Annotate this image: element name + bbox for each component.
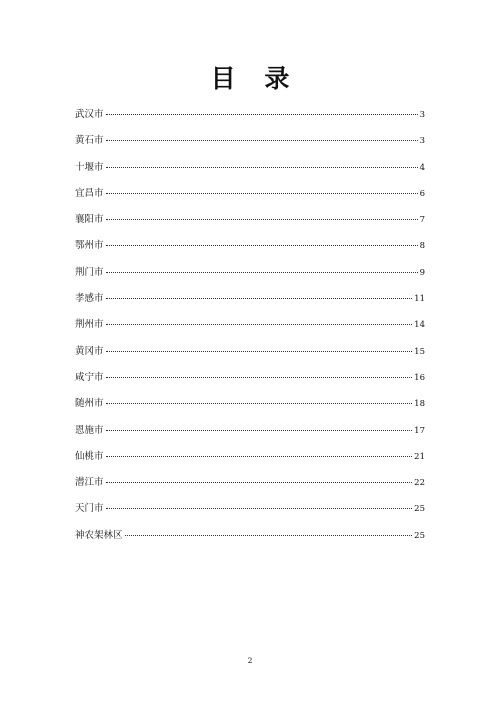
toc-entry-page: 25 — [414, 504, 425, 515]
toc-entry-label: 荆州市 — [75, 319, 104, 331]
toc-entry-label: 鄂州市 — [75, 240, 104, 252]
toc-entry-label: 神农架林区 — [75, 529, 123, 541]
dot-leader — [106, 272, 418, 273]
toc-entry-page: 18 — [414, 399, 425, 410]
dot-leader — [106, 430, 413, 431]
toc-entry-label: 荆门市 — [75, 266, 104, 278]
toc-entry-page: 15 — [414, 346, 425, 357]
toc-entry-page: 8 — [419, 241, 425, 252]
toc-entry-label: 襄阳市 — [75, 214, 104, 226]
dot-leader — [106, 324, 413, 325]
toc-entry-label: 黄石市 — [75, 135, 104, 147]
toc-entry[interactable] — [75, 316, 425, 342]
dot-leader — [106, 298, 413, 299]
toc-entry[interactable] — [75, 290, 425, 316]
toc-entry[interactable] — [75, 474, 425, 500]
toc-entry-page: 4 — [419, 162, 425, 173]
toc-entry[interactable] — [75, 106, 425, 132]
toc-entry-page: 16 — [414, 372, 425, 383]
toc-entry-label: 恩施市 — [75, 424, 104, 436]
toc-entry-page: 3 — [419, 110, 425, 120]
toc-entry-label: 宜昌市 — [75, 187, 104, 199]
toc-entry-label: 孝感市 — [75, 293, 104, 305]
toc-entry[interactable] — [75, 211, 425, 237]
toc-entry-page: 6 — [419, 188, 425, 199]
dot-leader — [106, 114, 418, 115]
dot-leader — [106, 167, 418, 168]
toc-entry-page: 17 — [414, 425, 425, 436]
dot-leader — [106, 456, 413, 457]
toc-entry[interactable] — [75, 132, 425, 158]
dot-leader — [106, 377, 413, 378]
dot-leader — [125, 535, 413, 536]
toc-entry-label: 仙桃市 — [75, 450, 104, 462]
dot-leader — [106, 482, 413, 483]
toc-entry[interactable] — [75, 422, 425, 448]
table-of-contents — [75, 106, 425, 553]
dot-leader — [106, 351, 413, 352]
toc-entry[interactable] — [75, 500, 425, 526]
page-number: 2 — [247, 656, 253, 665]
toc-entry-page: 22 — [414, 478, 425, 489]
dot-leader — [106, 140, 418, 141]
toc-entry-label: 咸宁市 — [75, 371, 104, 383]
dot-leader — [106, 245, 418, 246]
toc-entry[interactable] — [75, 237, 425, 263]
toc-entry-page: 25 — [414, 530, 425, 541]
dot-leader — [106, 403, 413, 404]
toc-entry-label: 潜江市 — [75, 477, 104, 489]
toc-entry-page: 11 — [414, 294, 425, 305]
toc-entry-page: 9 — [419, 267, 425, 278]
toc-entry[interactable] — [75, 159, 425, 185]
dot-leader — [106, 508, 413, 509]
dot-leader — [106, 193, 418, 194]
toc-entry[interactable] — [75, 369, 425, 395]
toc-entry[interactable] — [75, 185, 425, 211]
toc-entry[interactable] — [75, 527, 425, 553]
toc-entry-label: 天门市 — [75, 503, 104, 515]
page-title: 目 录 — [210, 64, 300, 93]
toc-entry-page: 14 — [414, 320, 425, 331]
toc-entry-label: 武汉市 — [75, 109, 104, 120]
toc-entry-page: 3 — [419, 136, 425, 147]
toc-entry[interactable] — [75, 343, 425, 369]
toc-entry[interactable] — [75, 448, 425, 474]
toc-entry-label: 十堰市 — [75, 161, 104, 173]
toc-entry-page: 7 — [419, 215, 425, 226]
toc-entry[interactable] — [75, 395, 425, 421]
toc-entry-label: 黄冈市 — [75, 345, 104, 357]
toc-entry-label: 随州市 — [75, 398, 104, 410]
dot-leader — [106, 219, 418, 220]
toc-entry[interactable] — [75, 264, 425, 290]
toc-entry-page: 21 — [414, 451, 425, 462]
